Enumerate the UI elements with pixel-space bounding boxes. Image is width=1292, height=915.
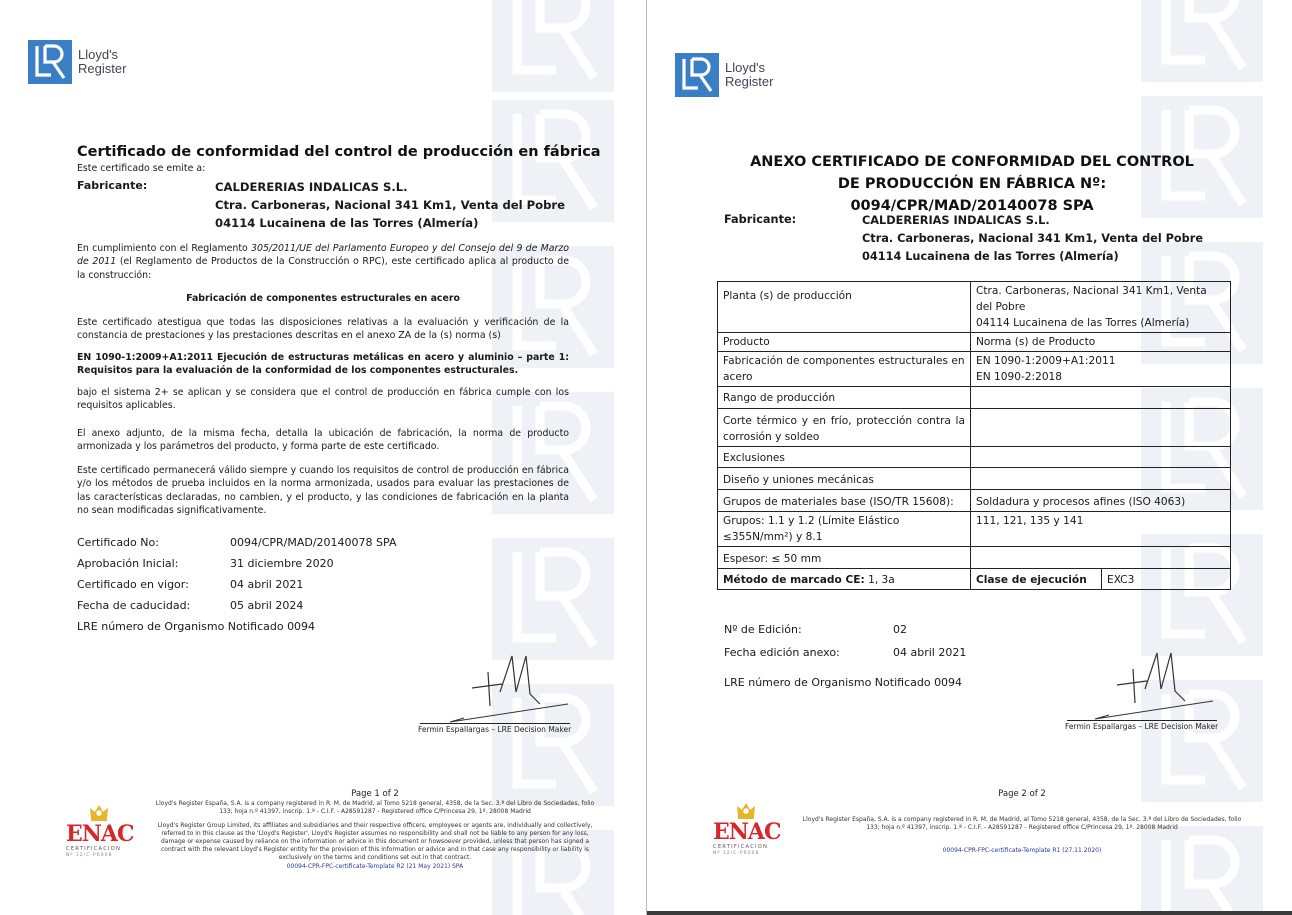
initial-approval-value: 31 diciembre 2020 bbox=[230, 556, 334, 570]
manufacturer-address-2: 04114 Lucainena de las Torres (Almería) bbox=[862, 250, 1119, 263]
exclusions-label: Exclusiones bbox=[718, 447, 971, 468]
empty-cell bbox=[971, 468, 1231, 490]
enac-logo bbox=[713, 800, 787, 856]
legal-footer-disclaimer: Lloyd's Register Group Limited, its affiliates and subsidiaries and their respective officers, employees or agents are, individually and collectively, referred to in this clause as the 'Lloyd's Register'. Lloyd's Register assumes no responsibility and shall not be liable to any person for any loss, damage or expense caused by reliance on the information or advice in this document or howsoever provided, unless that person has signed a contract with the relevant Lloyd's Register entity for the provision of this information or advice and in that case any responsibility or liability is exclusively on the terms and conditions set out in that contract. bbox=[157, 822, 593, 861]
signature bbox=[1085, 645, 1225, 725]
template-reference: 00094-CPR-FPC-certificate-Template R2 (21 May 2021) SPA bbox=[286, 863, 464, 870]
manufacturer-name: CALDERERIAS INDALICAS S.L. bbox=[862, 214, 1050, 227]
expiry-date-label: Fecha de caducidad: bbox=[77, 598, 191, 612]
lr-watermark-tile bbox=[492, 0, 614, 92]
norm-2: EN 1090-2:2018 bbox=[976, 371, 1063, 383]
regulation-pre: En cumplimiento con el Reglamento bbox=[77, 242, 252, 254]
empty-cell bbox=[971, 547, 1231, 569]
edition-number-row bbox=[724, 618, 1024, 641]
page-number: Page 1 of 2 bbox=[351, 789, 399, 799]
lr-logo-icon bbox=[28, 40, 72, 84]
annex-table bbox=[717, 281, 1231, 590]
certificate-number-row bbox=[77, 532, 569, 553]
regulation-post: (el Reglamento de Productos de la Construcción o RPC), este certificado aplica al producto de la construcción: bbox=[77, 256, 569, 281]
system-paragraph: bajo el sistema 2+ se aplican y se considera que el control de producción en fábrica cumple con los requisitos aplicables. bbox=[77, 386, 569, 411]
ce-marking-value: 1, 3a bbox=[864, 574, 895, 586]
page-footer bbox=[797, 789, 1247, 855]
manufacturer-label: Fabricante: bbox=[77, 178, 148, 192]
lr-watermark-tile bbox=[1141, 0, 1263, 82]
table-row bbox=[718, 387, 1231, 409]
product-label: Producto bbox=[718, 333, 971, 352]
viewer-bottom-bar bbox=[647, 911, 1292, 915]
exclusions-value: Diseño y uniones mecánicas bbox=[718, 468, 971, 490]
welding-processes-value: 111, 121, 135 y 141 bbox=[971, 512, 1231, 547]
signature-line bbox=[420, 723, 570, 724]
edition-number-value: 02 bbox=[893, 623, 907, 636]
enac-accreditation-number: Nº 12/C-PR008 bbox=[713, 851, 760, 856]
certificate-body bbox=[77, 142, 601, 637]
crown-icon bbox=[735, 800, 757, 820]
product-heading: Fabricación de componentes estructurales en acero bbox=[186, 293, 460, 304]
edition-number-label: Nº de Edición: bbox=[724, 623, 802, 636]
attestation-paragraph: Este certificado atestigua que todas las disposiciones relativas a la evaluación y verificación de la constancia de prestaciones y las prestaciones descritas en el anexo ZA de la (s) norma (s) bbox=[77, 316, 569, 341]
expiry-date-value: 05 abril 2024 bbox=[230, 598, 304, 612]
ce-marking-method bbox=[718, 569, 971, 590]
logo-line-2: Register bbox=[78, 61, 127, 76]
certificate-details bbox=[77, 532, 569, 637]
signature-line bbox=[1067, 720, 1217, 721]
annex-date-row bbox=[724, 641, 1024, 664]
manufacturer-block bbox=[862, 212, 1203, 266]
notified-body-number: LRE número de Organismo Notificado 0094 bbox=[77, 619, 316, 633]
expiry-date-row bbox=[77, 595, 569, 616]
signature bbox=[440, 648, 580, 728]
plant-address-line-2: 04114 Lucainena de las Torres (Almería) bbox=[976, 317, 1190, 329]
initial-approval-row bbox=[77, 553, 569, 574]
annex-paragraph: El anexo adjunto, de la misma fecha, detalla la ubicación de fabricación, la norma de producto armonizada y los parámetros del producto, y forma parte de este certificado. bbox=[77, 427, 569, 452]
norms-value bbox=[971, 352, 1231, 387]
annex-date-label: Fecha edición anexo: bbox=[724, 646, 840, 659]
manufacturer-address-2: 04114 Lucainena de las Torres (Almería) bbox=[215, 215, 479, 230]
logo-line-2: Register bbox=[725, 74, 774, 89]
signatory-name: Fermin Espallargas – LRE Decision Maker bbox=[418, 725, 572, 734]
table-row bbox=[718, 569, 1231, 590]
lloyds-register-logo bbox=[675, 53, 773, 97]
logo-line-1: Lloyd's bbox=[725, 60, 766, 75]
page-number: Page 2 of 2 bbox=[998, 789, 1046, 799]
issued-to-label: Este certificado se emite a: bbox=[77, 163, 206, 174]
lloyds-register-logo bbox=[28, 40, 126, 84]
template-reference: 00094-CPR-FPC-certificate-Template R1 (27.11.2020) bbox=[942, 847, 1102, 854]
table-row bbox=[718, 409, 1231, 447]
table-row bbox=[718, 468, 1231, 490]
crown-icon bbox=[88, 802, 110, 822]
enac-certification-label: CERTIFICACION bbox=[713, 844, 769, 850]
effective-date-label: Certificado en vigor: bbox=[77, 577, 189, 591]
annex-title: ANEXO CERTIFICADO DE CONFORMIDAD DEL CONTROL DE PRODUCCIÓN EN FÁBRICA Nº: 0094/CPR/MAD/20140078 SPA bbox=[750, 154, 1194, 214]
standard-paragraph: EN 1090-1:2009+A1:2011 Ejecución de estructuras metálicas en acero y aluminio – parte 1: Requisitos para la evaluación de la conformidad de los componentes estructurales. bbox=[77, 351, 569, 376]
enac-accreditation-number: Nº 12/C-PR008 bbox=[66, 853, 113, 858]
enac-wordmark: ENAC bbox=[66, 821, 134, 847]
notified-body-row bbox=[77, 616, 569, 637]
manufacturer-address-1: Ctra. Carboneras, Nacional 341 Km1, Venta del Pobre bbox=[215, 197, 565, 212]
certificate-title: Certificado de conformidad del control de producción en fábrica bbox=[77, 144, 601, 160]
legal-footer-registration: Lloyd's Register España, S.A. is a company registered in R. M. de Madrid, al Tomo 5218 general, 4358, de la Sec. 3.ª del Libro de Sociedades, folio 133; hoja n.º 41397, inscrip. 1.ª - C.I.F. - A28591287 - Registered office C/Princesa 29, 1º. 28008 Madrid bbox=[802, 816, 1242, 831]
manufacturer-name: CALDERERIAS INDALICAS S.L. bbox=[215, 179, 408, 194]
plant-label: Planta (s) de producción bbox=[718, 282, 971, 333]
norms-label: Norma (s) de Producto bbox=[971, 333, 1231, 352]
page-footer bbox=[150, 789, 600, 871]
manufacturer-row bbox=[724, 212, 1224, 266]
enac-logo bbox=[66, 802, 140, 858]
table-row bbox=[718, 333, 1231, 352]
welding-label: Soldadura y procesos afines (ISO 4063) bbox=[971, 490, 1231, 512]
effective-date-value: 04 abril 2021 bbox=[230, 577, 304, 591]
logo-line-1: Lloyd's bbox=[78, 47, 119, 62]
empty-cell bbox=[971, 409, 1231, 447]
manufacturer-block bbox=[215, 178, 565, 232]
legal-footer-registration: Lloyd's Register España, S.A. is a company registered in R. M. de Madrid, al Tomo 5218 general, 4358, de la Sec. 3.ª del Libro de Sociedades, folio 133; hoja n.º 41397, inscrip. 1.ª - C.I.F. - A28591287 - Registered office C/Princesa 29, 1º. 28008 Madrid bbox=[155, 800, 595, 815]
table-row bbox=[718, 512, 1231, 547]
material-groups-value: Grupos: 1.1 y 1.2 (Límite Elástico ≤355N/mm²) y 8.1 bbox=[718, 512, 971, 547]
manufacturer-label: Fabricante: bbox=[724, 213, 797, 226]
validity-paragraph: Este certificado permanecerá válido siempre y cuando los requisitos de control de producción en fábrica y/o los métodos de prueba incluidos en la norma armonizada, usados para evaluar las prestaciones de las características declaradas, no cambien, y el producto, y las condiciones de fabricación en la planta no sean modificadas significativamente. bbox=[77, 464, 569, 516]
signatory-name: Fermin Espallargas – LRE Decision Maker bbox=[1065, 722, 1219, 731]
manufacturer-row bbox=[77, 178, 569, 232]
regulation-reference: 305/2011/UE del Parlamento Europeo y del Consejo del 9 de Marzo de 2011 bbox=[77, 242, 569, 267]
base-materials-label: Grupos de materiales base (ISO/TR 15608): bbox=[718, 490, 971, 512]
plant-address-line-1: Ctra. Carboneras, Nacional 341 Km1, Venta del Pobre bbox=[976, 285, 1207, 313]
regulation-paragraph bbox=[77, 242, 569, 283]
lr-logo-icon bbox=[675, 53, 719, 97]
execution-class-value: EXC3 bbox=[1102, 569, 1231, 590]
norm-1: EN 1090-1:2009+A1:2011 bbox=[976, 355, 1116, 367]
certificate-annex-page-2 bbox=[646, 0, 1292, 915]
table-row bbox=[718, 447, 1231, 468]
manufacturer-address-1: Ctra. Carboneras, Nacional 341 Km1, Venta del Pobre bbox=[862, 232, 1203, 245]
empty-cell bbox=[971, 447, 1231, 468]
production-range-label: Rango de producción bbox=[718, 387, 971, 409]
enac-certification-label: CERTIFICACION bbox=[66, 846, 122, 852]
certificate-number-label: Certificado No: bbox=[77, 535, 159, 549]
thickness-value: Espesor: ≤ 50 mm bbox=[718, 547, 971, 569]
notified-body-row bbox=[724, 671, 1024, 694]
table-row bbox=[718, 547, 1231, 569]
annex-date-value: 04 abril 2021 bbox=[893, 646, 967, 659]
table-row bbox=[718, 352, 1231, 387]
ce-marking-label: Método de marcado CE: bbox=[723, 574, 865, 586]
effective-date-row bbox=[77, 574, 569, 595]
certificate-number-value: 0094/CPR/MAD/20140078 SPA bbox=[230, 535, 397, 549]
execution-class-label: Clase de ejecución bbox=[971, 569, 1102, 590]
production-range-value: Corte térmico y en frío, protección contra la corrosión y soldeo bbox=[718, 409, 971, 447]
plant-address bbox=[971, 282, 1231, 333]
notified-body-number: LRE número de Organismo Notificado 0094 bbox=[724, 676, 963, 689]
enac-wordmark: ENAC bbox=[713, 819, 781, 845]
empty-cell bbox=[971, 387, 1231, 409]
product-value: Fabricación de componentes estructurales en acero bbox=[718, 352, 971, 387]
table-row bbox=[718, 490, 1231, 512]
annex-details bbox=[724, 618, 1024, 694]
initial-approval-label: Aprobación Inicial: bbox=[77, 556, 179, 570]
table-row bbox=[718, 282, 1231, 333]
